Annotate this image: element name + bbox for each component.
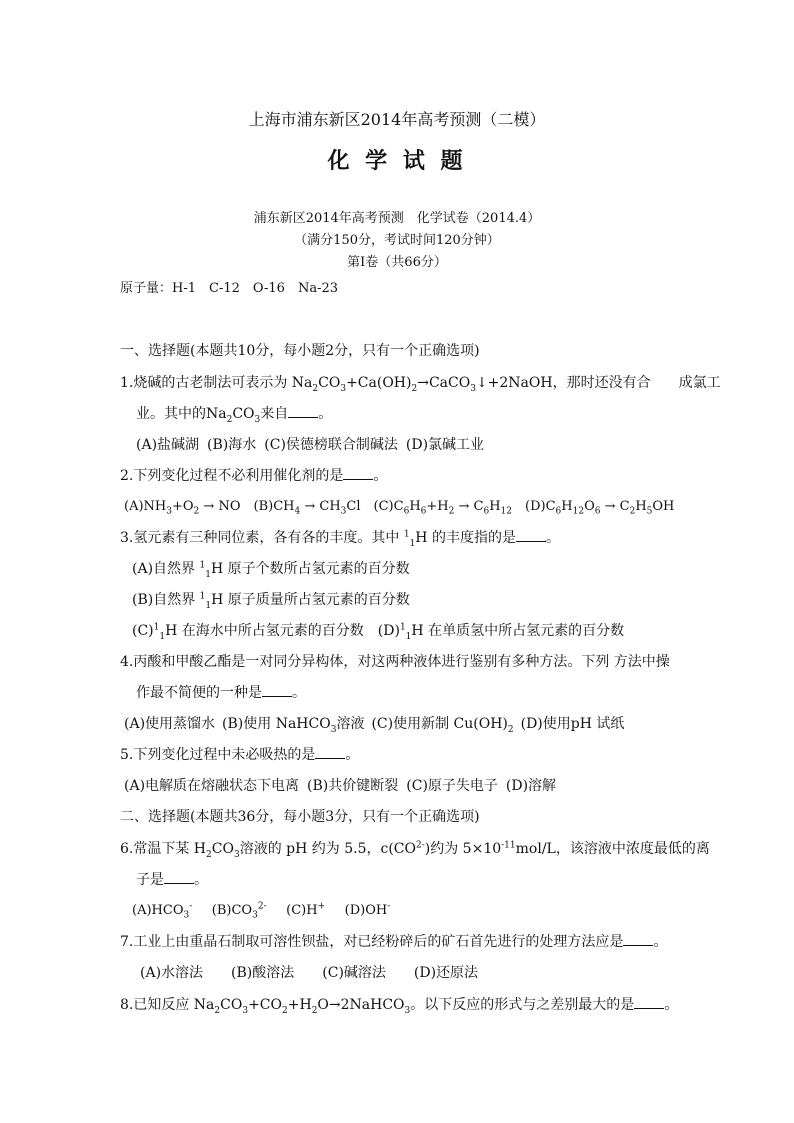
question-2-stem: 2.下列变化过程不必利用催化剂的是 。 <box>120 468 388 484</box>
question-1-options: (A)盐碱湖 (B)海水 (C)侯德榜联合制碱法 (D)氯碱工业 <box>136 437 485 453</box>
question-5-stem: 5.下列变化过程中未必吸热的是 。 <box>120 747 360 763</box>
subject-title: 化 学 试 题 <box>327 148 467 174</box>
atomic-mass: 原子量：H-1 C-12 O-16 Na-23 <box>120 281 339 296</box>
question-7-stem: 7.工业上由重晶石制取可溶性钡盐，对已经粉碎后的矿石首先进行的处理方法应是 。 <box>120 934 668 950</box>
section-1-heading: 一、选择题(本题共10分，每小题2分，只有一个正确选项) <box>120 343 480 359</box>
question-4-line-2: 作最不简便的一种是 。 <box>136 685 306 701</box>
question-5-options: (A)电解质在熔融状态下电离 (B)共价键断裂 (C)原子失电子 (D)溶解 <box>124 778 557 794</box>
question-3-option-a: (A)自然界 $^1_1$H 原子个数所占氢元素的百分数 <box>132 560 410 580</box>
question-7-options: (A)水溶法 (B)酸溶法 (C)碱溶法 (D)还原法 <box>140 965 479 981</box>
question-2-options: $(A)NH_3+O_2$ → NO $(B)CH_4 \to CH_3Cl$ $(C)C_6H_6+H_2 \to C_6H_{12}$ $(D)C_6H_{12}O_6 \to C_2H_5OH$ <box>124 499 675 517</box>
answer-blank <box>288 405 318 418</box>
question-4-options: (A)使用蒸馏水 (B)使用 NaHCO$_3$溶液 (C)使用新制 $Cu(OH)_2$ (D)使用pH 试纸 <box>124 716 625 735</box>
question-3-option-b: (B)自然界 $^1_1$H 原子质量所占氢元素的百分数 <box>132 591 410 611</box>
section-2-heading: 二、选择题(本题共36分，每小题3分，只有一个正确选项) <box>120 809 480 825</box>
question-3-options-cd: $(C)^1_1H$ 在海水中所占氢元素的百分数 $(D)^1_1H$ 在单质氢中所占氢元素的百分数 <box>132 622 625 642</box>
question-3-stem: 3.氢元素有三种同位素，各有各的丰度。其中 $^1_1$H 的丰度指的是 。 <box>120 529 560 549</box>
question-6-line-1: 6.常温下某 $H_2CO_3$溶液的 pH 约为 5.5，$c(CO^{2-})$约为 $5\times 10^{-11}mol/L$，该溶液中浓度最低的离 <box>120 840 710 860</box>
answer-blank <box>623 933 653 946</box>
answer-blank <box>262 684 292 697</box>
answer-blank <box>634 996 664 1009</box>
exam-info: （满分150分，考试时间120分钟） <box>294 233 500 248</box>
answer-blank <box>164 871 194 884</box>
question-6-line-2: 子是 。 <box>136 872 208 888</box>
exam-title: 上海市浦东新区2014年高考预测（二模） <box>248 110 546 129</box>
question-8-stem: 8.已知反应 $Na_2CO_3+CO_2+H_2O\to 2NaHCO_3$。以下反应的形式与之差别最大的是 。 <box>120 997 679 1016</box>
answer-blank <box>343 467 373 480</box>
question-1-line-2: 业。其中的$Na_2CO_3$来自 。 <box>136 406 333 425</box>
question-4-line-1: 4.丙酸和甲酸乙酯是一对同分异构体，对这两种液体进行鉴别有多种方法。下列 方法中操 <box>120 654 670 670</box>
question-6-options: $(A)HCO_3^-$ $(B)CO_3^{2-}$ (C)H+ (D)OH- <box>132 901 391 921</box>
volume-label: 第Ⅰ卷（共66分） <box>347 255 447 270</box>
question-1-line-1: 1.烧碱的古老制法可表示为 $Na_2CO_3+Ca(OH)_2\to CaCO_3↓+2NaOH$，那时还没有合 成氯工 <box>120 375 721 394</box>
subtitle: 浦东新区2014年高考预测 化学试卷（2014.4） <box>253 211 541 226</box>
answer-blank <box>516 529 546 542</box>
answer-blank <box>315 746 345 759</box>
